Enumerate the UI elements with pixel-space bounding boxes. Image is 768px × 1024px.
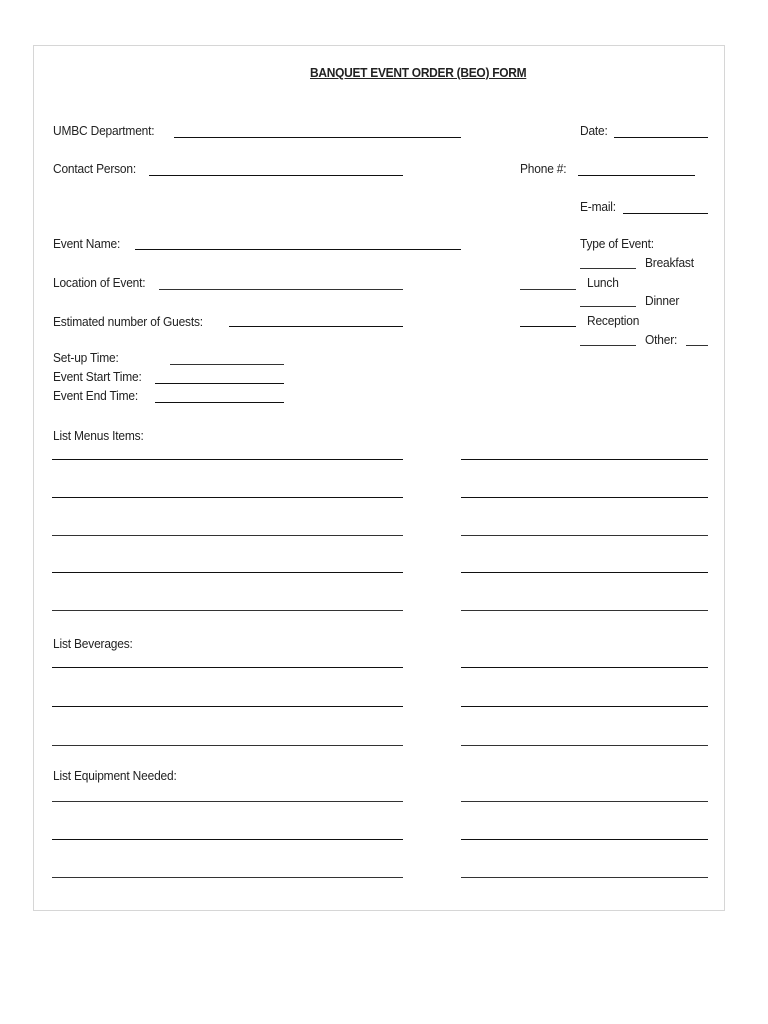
equipment-line[interactable] [461, 801, 708, 802]
end-time-label: Event End Time: [53, 388, 138, 403]
location-label: Location of Event: [53, 275, 146, 290]
dinner-label: Dinner [645, 293, 680, 308]
setup-time-label: Set-up Time: [53, 350, 119, 365]
menu-line[interactable] [461, 535, 708, 536]
phone-field[interactable] [578, 175, 695, 176]
menu-line[interactable] [52, 610, 403, 611]
equipment-line[interactable] [52, 839, 403, 840]
menu-line[interactable] [461, 610, 708, 611]
menu-line[interactable] [52, 535, 403, 536]
date-label: Date: [580, 123, 608, 138]
menu-line[interactable] [52, 572, 403, 573]
event-name-label: Event Name: [53, 236, 121, 251]
menu-line[interactable] [461, 459, 708, 460]
department-field[interactable] [174, 137, 461, 138]
email-field[interactable] [623, 213, 708, 214]
other-field[interactable] [686, 345, 708, 346]
date-field[interactable] [614, 137, 708, 138]
start-time-field[interactable] [155, 383, 284, 384]
menu-line[interactable] [461, 572, 708, 573]
menu-line[interactable] [461, 497, 708, 498]
other-label: Other: [645, 332, 678, 347]
breakfast-label: Breakfast [645, 255, 694, 270]
type-of-event-label: Type of Event: [580, 236, 654, 251]
beverages-section-label: List Beverages: [53, 636, 133, 651]
reception-blank[interactable] [520, 326, 576, 327]
beverage-line[interactable] [52, 667, 403, 668]
end-time-field[interactable] [155, 402, 284, 403]
menu-line[interactable] [52, 497, 403, 498]
beverage-line[interactable] [461, 667, 708, 668]
menus-section-label: List Menus Items: [53, 428, 144, 443]
equipment-line[interactable] [461, 839, 708, 840]
contact-person-field[interactable] [149, 175, 403, 176]
guests-field[interactable] [229, 326, 403, 327]
lunch-blank[interactable] [520, 289, 576, 290]
guests-label: Estimated number of Guests: [53, 314, 203, 329]
form-title: BANQUET EVENT ORDER (BEO) FORM [310, 65, 527, 80]
location-field[interactable] [159, 289, 403, 290]
equipment-line[interactable] [52, 877, 403, 878]
other-blank[interactable] [580, 345, 636, 346]
beverage-line[interactable] [461, 706, 708, 707]
beverage-line[interactable] [52, 745, 403, 746]
equipment-line[interactable] [52, 801, 403, 802]
department-label: UMBC Department: [53, 123, 155, 138]
beverage-line[interactable] [52, 706, 403, 707]
dinner-blank[interactable] [580, 306, 636, 307]
lunch-label: Lunch [587, 275, 619, 290]
email-label: E-mail: [580, 199, 616, 214]
breakfast-blank[interactable] [580, 268, 636, 269]
start-time-label: Event Start Time: [53, 369, 142, 384]
event-name-field[interactable] [135, 249, 461, 250]
beverage-line[interactable] [461, 745, 708, 746]
menu-line[interactable] [52, 459, 403, 460]
setup-time-field[interactable] [170, 364, 284, 365]
equipment-section-label: List Equipment Needed: [53, 768, 177, 783]
phone-label: Phone #: [520, 161, 567, 176]
contact-person-label: Contact Person: [53, 161, 137, 176]
reception-label: Reception [587, 313, 640, 328]
equipment-line[interactable] [461, 877, 708, 878]
